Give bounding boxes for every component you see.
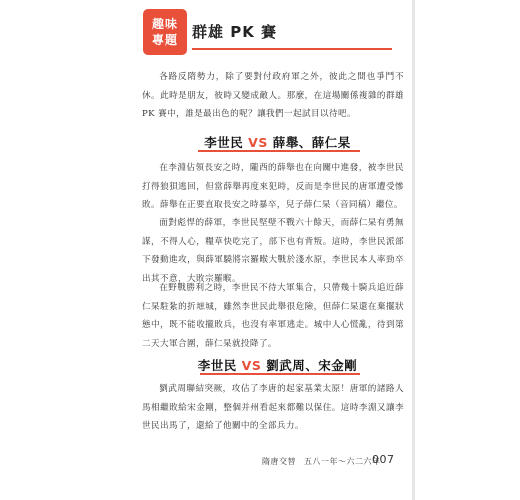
topic-badge [143,9,187,55]
page-edge-rule [412,0,415,500]
section1-paragraph-1: 在李淵佔領長安之時，隴西的薛舉也在向關中進發，被李世民打得狼狽逃回，但當薛舉再度來犯時，反而是李世民的唐軍遭受慘敗。薛舉在正要直取長安之時暴卒，兒子薛仁杲（音同稿）繼位。 [142,163,404,211]
section1-paragraph-3: 在野戰勝利之時，李世民不待大軍集合，只帶幾十騎兵追近薛仁杲駐紮的折墌城，雖然李世民此舉很危險，但薛仁杲還在棄擺狀態中，既不能收攏敗兵，也沒有率軍逃走。城中人心慌亂，待到第二天大軍合圍，薛仁杲就投降了。 [142,283,404,349]
section2-left: 李世民 [197,358,237,373]
footer-years: 五八一年～六二六年 [304,457,381,466]
section-heading-1 [190,133,365,151]
section1-right: 薛舉、薛仁杲 [272,135,351,150]
footer-chapter: 隋唐交替 [262,457,296,466]
page-title: 群雄 PK 賽 [192,14,392,50]
section2-right: 劉武周、宋金剛 [266,358,358,373]
section-heading-2 [190,356,365,374]
badge-line-1: 趣味 [151,17,178,31]
section1-left: 李世民 [204,135,244,150]
intro-paragraph: 各路反隋勢力，除了要對付政府軍之外，彼此之間也爭鬥不休。此時是朋友，彼時又變成敵人。那麼，在這場關係複雜的群雄 PK 賽中，誰是最出色的呢？讓我們一起試目以待吧。 [142,72,404,120]
section2-underline [200,373,360,375]
badge-line-2: 專題 [151,33,178,47]
section1-vs: VS [248,135,268,150]
section1-underline [198,150,360,152]
section2-paragraph-1: 劉武周聯結突厥，攻佔了李唐的起家基業太原！唐軍的諸路人馬相繼敗給宋金剛，整個并州看起來都難以保住。這時李淵又讓李世民出馬了，還給了他關中的全部兵力。 [142,384,404,432]
page-number: 007 [372,453,395,466]
section2-vs: VS [241,358,262,373]
section1-paragraph-2: 面對彪悍的薛軍，李世民堅壁不戰六十餘天，而薛仁杲有勇無謀，不得人心，糧草快吃完了，部下也有背叛。這時，李世民派部下發動進攻，與薛軍驍將宗羅睺大戰於淺水原，李世民本人率勁卒出其不意，大敗宗羅睺。 [142,218,404,284]
